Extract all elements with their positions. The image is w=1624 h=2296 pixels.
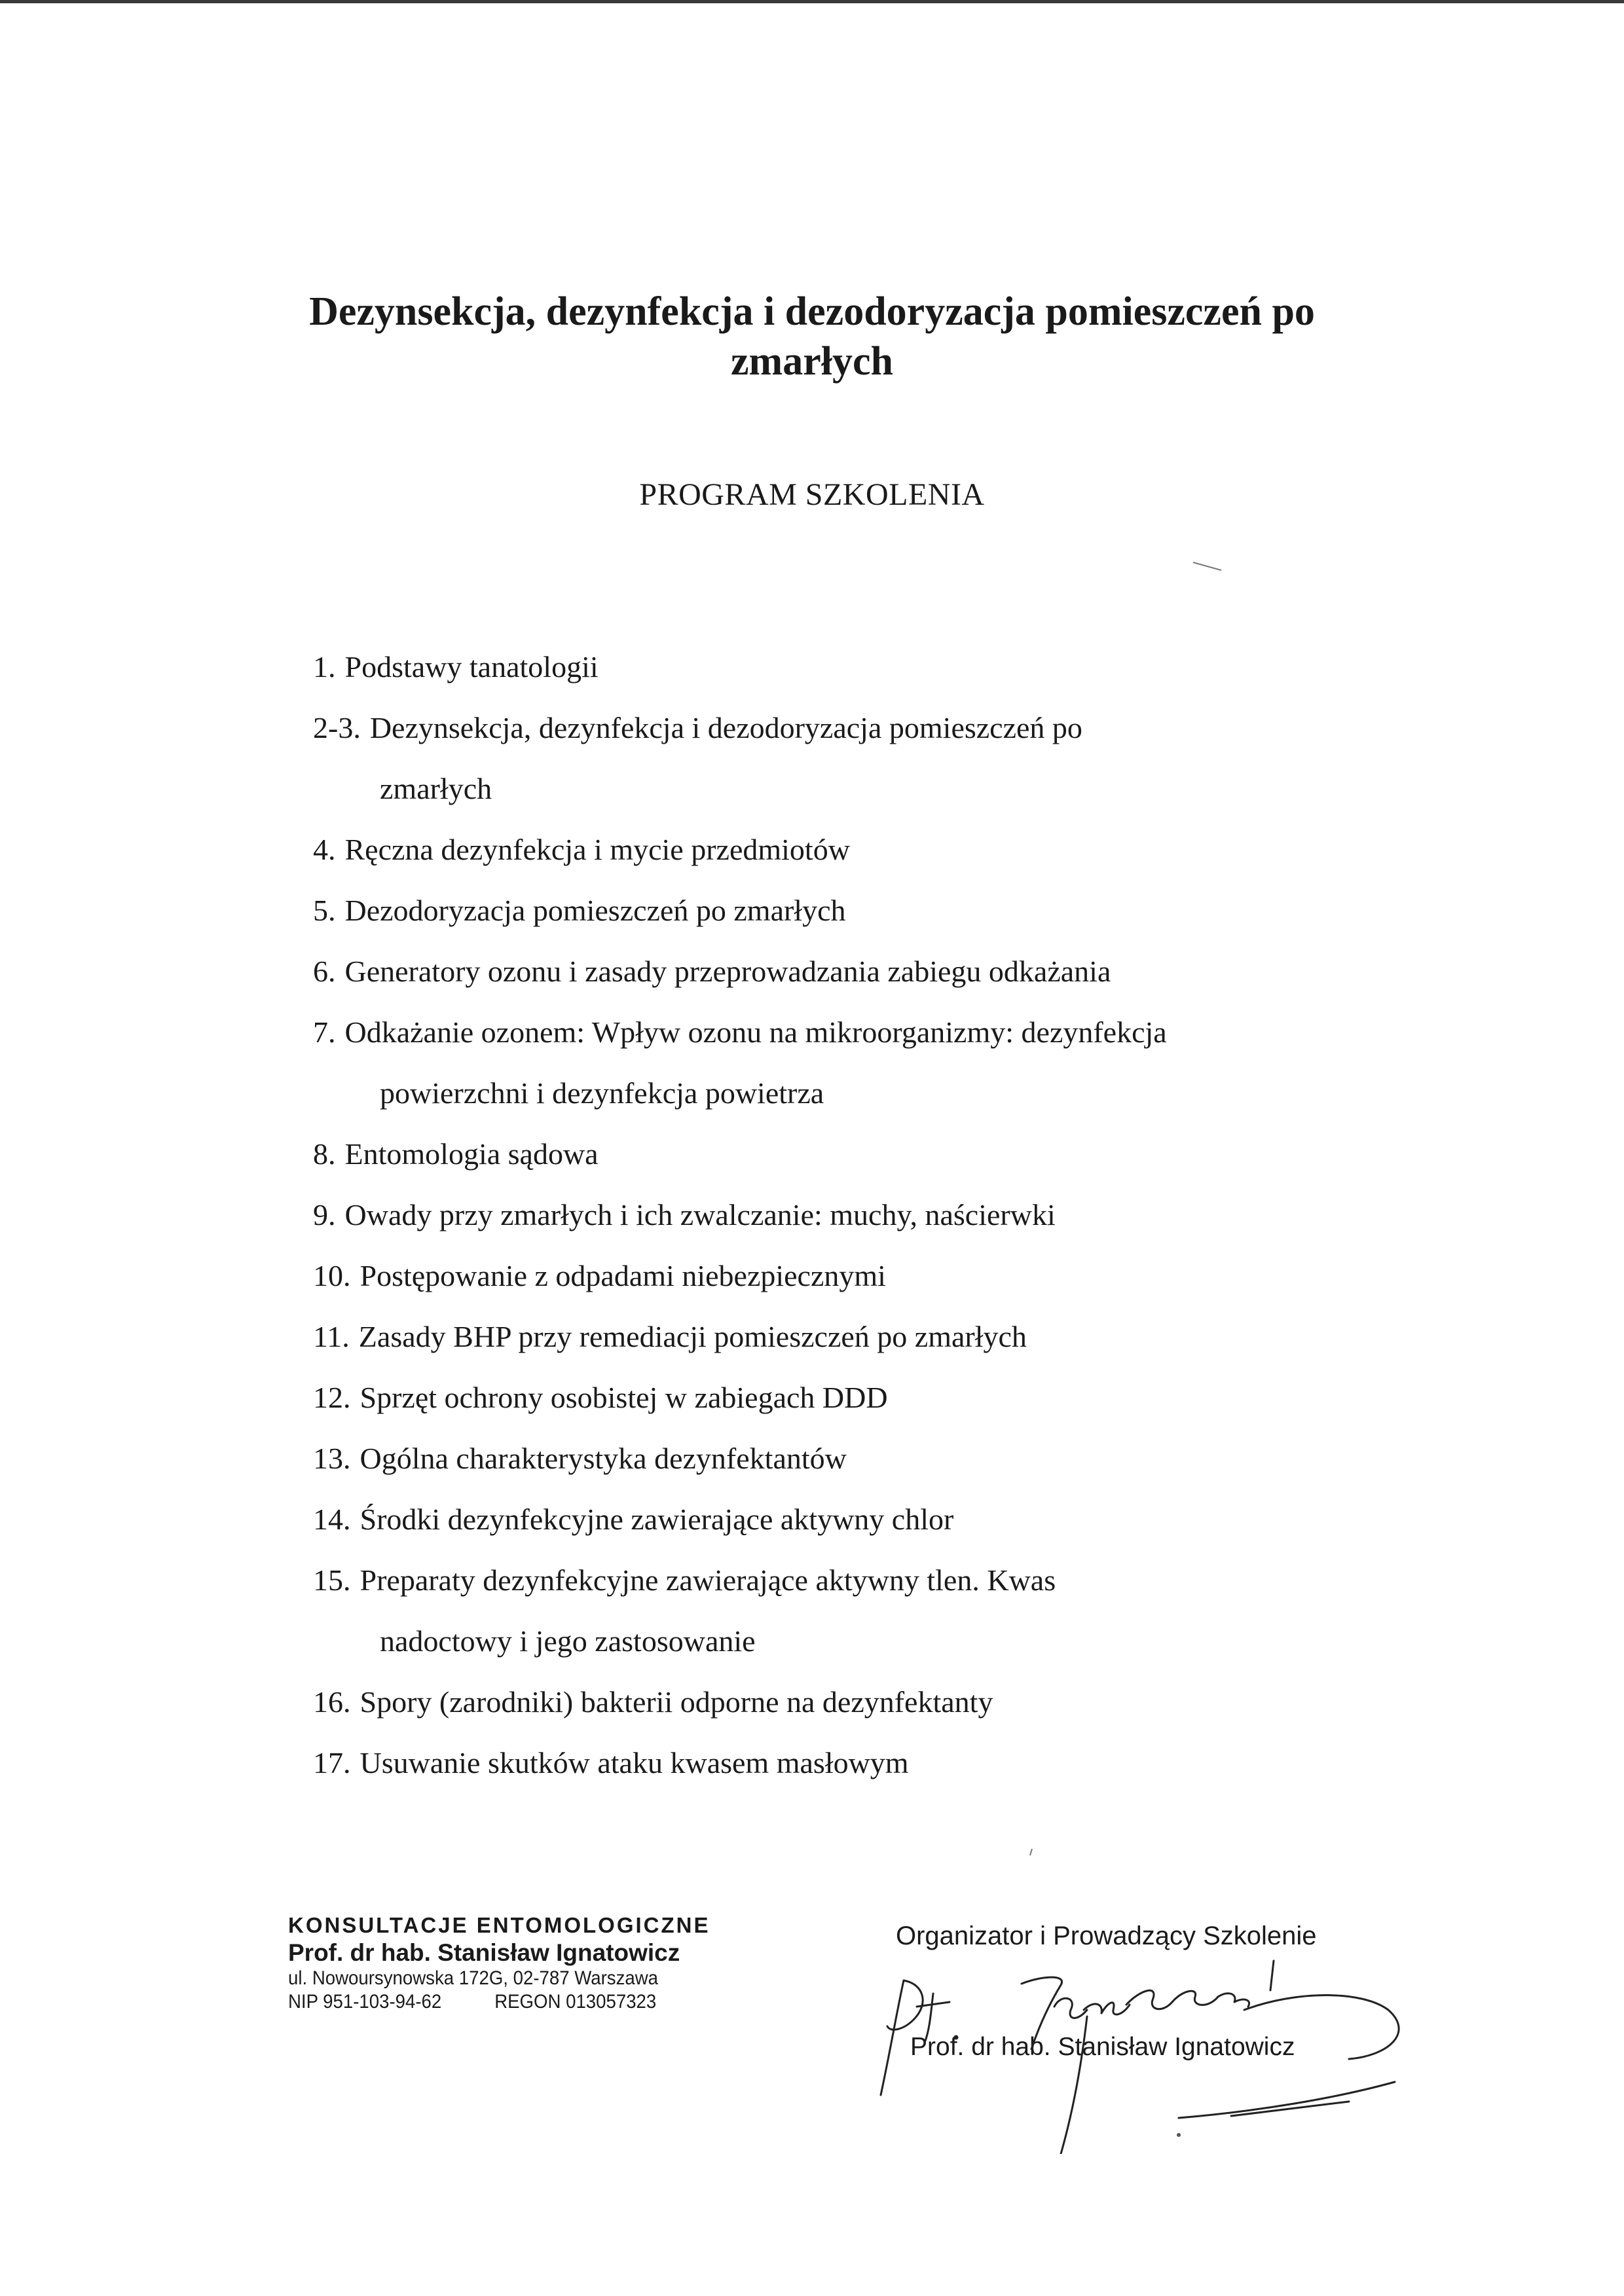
program-item-line bbox=[313, 1306, 1426, 1367]
program-item-number: 13. bbox=[313, 1442, 351, 1475]
program-item-continuation: nadoctowy i jego zastosowanie bbox=[380, 1624, 756, 1658]
program-item-line bbox=[313, 1428, 1426, 1489]
program-item-number: 12. bbox=[313, 1381, 351, 1414]
program-item-text: Podstawy tanatologii bbox=[344, 650, 599, 683]
program-item-text: Owady przy zmarłych i ich zwalczanie: muchy, naścierwki bbox=[344, 1198, 1056, 1231]
program-item bbox=[313, 1671, 1426, 1732]
program-item-continuation: zmarłych bbox=[380, 772, 492, 805]
program-item-line bbox=[313, 819, 1426, 880]
scan-speck bbox=[1028, 1848, 1035, 1857]
program-item-text: Ręczna dezynfekcja i mycie przedmiotów bbox=[344, 833, 850, 866]
program-item-text: Postępowanie z odpadami niebezpiecznymi bbox=[360, 1259, 886, 1292]
program-item-line bbox=[313, 1002, 1426, 1063]
program-item-line bbox=[313, 1184, 1426, 1245]
program-item-number: 2-3. bbox=[313, 711, 361, 744]
program-item-number: 14. bbox=[313, 1503, 351, 1536]
program-item bbox=[313, 1732, 1426, 1793]
program-item-line bbox=[313, 1732, 1426, 1793]
program-item-number: 17. bbox=[313, 1746, 351, 1779]
program-heading: PROGRAM SZKOLENIA bbox=[639, 477, 985, 512]
program-item-line bbox=[313, 1671, 1426, 1732]
program-item bbox=[313, 1002, 1426, 1123]
program-item-number: 16. bbox=[313, 1685, 351, 1719]
program-item-line bbox=[313, 1489, 1426, 1550]
program-item-text: Zasady BHP przy remediacji pomieszczeń po zmarłych bbox=[358, 1320, 1027, 1353]
program-item-number: 6. bbox=[313, 955, 336, 988]
program-list bbox=[313, 636, 1426, 1793]
scan-top-edge bbox=[0, 0, 1624, 3]
program-item bbox=[313, 1123, 1426, 1184]
handwritten-signature bbox=[851, 1944, 1414, 2154]
program-item-line bbox=[313, 1123, 1426, 1184]
document-title: Dezynsekcja, dezynfekcja i dezodoryzacja pomieszczeń po zmarłych bbox=[309, 289, 1315, 384]
program-item-text: Dezynsekcja, dezynfekcja i dezodoryzacja pomieszczeń po bbox=[369, 711, 1082, 744]
program-item-text: Usuwanie skutków ataku kwasem masłowym bbox=[360, 1746, 909, 1779]
scan-speck bbox=[1175, 2132, 1182, 2138]
program-item-number: 10. bbox=[313, 1259, 351, 1292]
program-item-text: Preparaty dezynfekcyjne zawierające aktywny tlen. Kwas bbox=[360, 1563, 1056, 1597]
program-item-text: Środki dezynfekcyjne zawierające aktywny chlor bbox=[360, 1503, 954, 1536]
program-item bbox=[313, 880, 1426, 941]
program-item-number: 15. bbox=[313, 1563, 351, 1597]
program-item-number: 8. bbox=[313, 1137, 336, 1171]
stamp-regon: REGON 013057323 bbox=[494, 1991, 657, 2013]
program-item-number: 7. bbox=[313, 1015, 336, 1049]
program-item bbox=[313, 941, 1426, 1002]
program-item-text: Entomologia sądowa bbox=[344, 1137, 599, 1171]
program-item-text: Odkażanie ozonem: Wpływ ozonu na mikroorganizmy: dezynfekcja bbox=[344, 1015, 1167, 1049]
scan-speck bbox=[1192, 560, 1225, 573]
organizer-role: Organizator i Prowadzący Szkolenie bbox=[896, 1922, 1317, 1950]
company-stamp bbox=[288, 1912, 733, 2014]
program-item bbox=[313, 1306, 1426, 1367]
program-item bbox=[313, 819, 1426, 880]
program-item-text: Ogólna charakterystyka dezynfektantów bbox=[360, 1442, 847, 1475]
program-item-text: Dezodoryzacja pomieszczeń po zmarłych bbox=[344, 894, 846, 927]
program-item-line bbox=[313, 1367, 1426, 1428]
program-item-text: Spory (zarodniki) bakterii odporne na dezynfektanty bbox=[360, 1685, 993, 1719]
program-item bbox=[313, 1489, 1426, 1550]
stamp-ids bbox=[288, 1990, 698, 2014]
program-item-number: 11. bbox=[313, 1320, 350, 1353]
program-item-line bbox=[313, 1550, 1426, 1611]
program-item bbox=[313, 1245, 1426, 1306]
program-item bbox=[313, 1367, 1426, 1428]
program-item-text: Sprzęt ochrony osobistej w zabiegach DDD bbox=[360, 1381, 888, 1414]
program-item-continuation: powierzchni i dezynfekcja powietrza bbox=[380, 1076, 824, 1110]
program-item bbox=[313, 1428, 1426, 1489]
program-item-number: 4. bbox=[313, 833, 336, 866]
program-item-number: 1. bbox=[313, 650, 336, 683]
stamp-address: ul. Nowoursynowska 172G, 02-787 Warszawa bbox=[288, 1967, 659, 1989]
program-item-number: 5. bbox=[313, 894, 336, 927]
stamp-nip: NIP 951-103-94-62 bbox=[288, 1991, 442, 2013]
program-item-number: 9. bbox=[313, 1198, 336, 1231]
signer-name: Prof. dr hab. Stanisław Ignatowicz bbox=[910, 2033, 1295, 2061]
program-item-line bbox=[313, 1245, 1426, 1306]
stamp-owner: Prof. dr hab. Stanisław Ignatowicz bbox=[288, 1939, 680, 1966]
program-item-text: Generatory ozonu i zasady przeprowadzania zabiegu odkażania bbox=[344, 955, 1111, 988]
program-item bbox=[313, 636, 1426, 697]
program-item-line bbox=[313, 636, 1426, 697]
program-item-line bbox=[313, 880, 1426, 941]
program-item bbox=[313, 697, 1426, 819]
program-item bbox=[313, 1184, 1426, 1245]
stamp-company: KONSULTACJE ENTOMOLOGICZNE bbox=[288, 1913, 710, 1937]
program-item-line bbox=[313, 941, 1426, 1002]
program-item bbox=[313, 1550, 1426, 1671]
program-item-line bbox=[313, 697, 1426, 758]
